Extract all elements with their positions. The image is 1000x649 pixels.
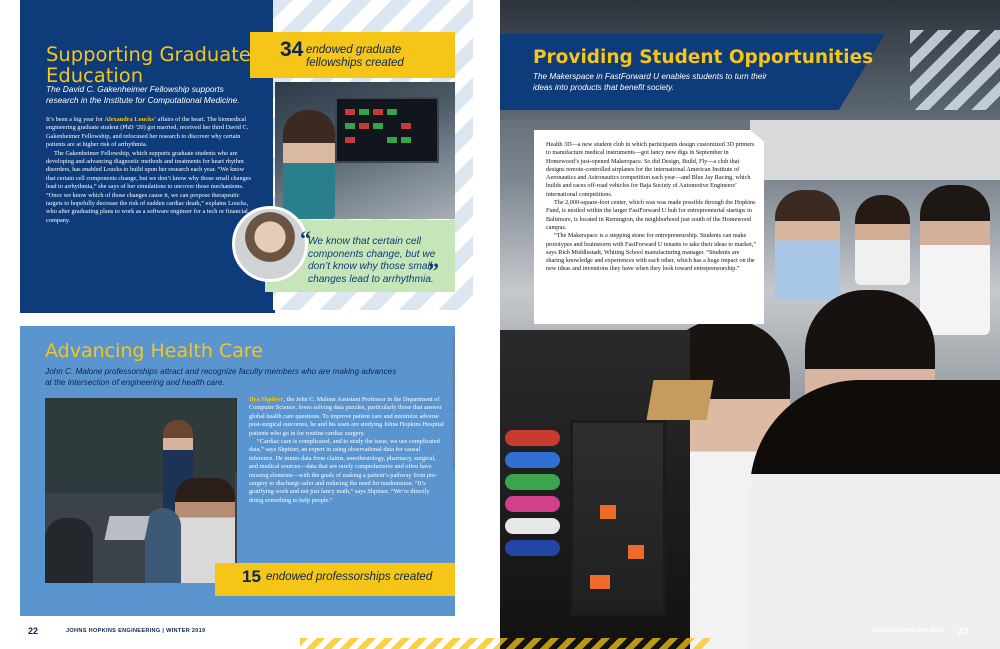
- body-paragraph: “The Makerspace is a stepping stone for entrepreneurship. Students can make prototypes and brainstorm with FastForward U tenants to take their ideas to market,” says Rich Middlestadt, Whiting School manufacturing manager. “Students are sharing knowledge and experiences with each other, which has a huge impact on the new ideas and inventions they have when they look toward entrepreneurship.”: [546, 232, 757, 273]
- student-opportunities-subtitle: The Makerspace in FastForward U enables students to turn their ideas into products that benefit society.: [533, 72, 767, 92]
- pull-quote-text: We know that certain cell components change, but we don’t know why those small changes lead to arrhythmia.: [308, 236, 436, 285]
- body-paragraph: “Cardiac care is complicated, and to study the issue, we use complicated data,” says Shpitser, an expert in using observational data for causal inference. He mines data from claims, anesthesiology, pharmacy, surgical, and medical sources—data that are rarely comprehensive and often have missing elements—with the goals of making a patient’s pathway from pre-surgery to discharge safer and reducing the need for readmission. “It’s gratifying work and not just fancy math,” says Shpitser. “We’re directly doing something to help people.”: [249, 438, 440, 504]
- graduate-education-subtitle: The David C. Gakenheimer Fellowship supports research in the Institute for Computational Medicine.: [46, 84, 240, 105]
- graduate-education-body: [46, 116, 254, 225]
- student-opportunities-body: [546, 141, 758, 274]
- quote-open-icon: “: [300, 226, 311, 251]
- student-name-highlight: Alexandra Loucks’: [104, 116, 157, 123]
- body-paragraph: The Gakenheimer Fellowship, which supports graduate students who are developing and advancing diagnostic methods and treatments for heart rhythm disorders, has enabled Loucks to build upon her research each year. “We know that certain cell components change, but we don’t know why those small changes lead to arrhythmia,” she says of her simulations to uncover those mechanisms. “Once we know which of those changes cause it, we can propose therapeutic targets to hopefully decrease the risk of sudden cardiac death,” explains Loucks, who after graduating plans to work as a software engineer for a tech or financial company.: [46, 149, 252, 224]
- page-number-left: 22: [28, 626, 39, 636]
- footer-website: ENGINEERING.JHU.EDU: [872, 628, 943, 634]
- student-at-computer-photo: [275, 82, 455, 219]
- footer-stripe-decoration: [300, 638, 500, 649]
- health-care-subtitle: John C. Malone professorships attract and recognize faculty members who are making advances at the intersection of engineering and health care.: [45, 367, 397, 387]
- fellowships-callout-text: endowed graduate fellowships created: [306, 44, 404, 69]
- fellowships-count: 34: [280, 38, 304, 61]
- diagonal-stripe-decoration: [910, 30, 1000, 110]
- body-paragraph: Ilya Shpitser, the John C. Malone Assistant Professor in the Department of Computer Science, loves solving data puzzles, particularly those that answer global health care questions. To improve patient care and minimize adverse post-surgical outcomes, he and his team are studying Johns Hopkins Hospital patients who go in for routine cardiac surgery.: [249, 396, 444, 437]
- health-care-body: [249, 396, 445, 505]
- body-paragraph: The 2,000-square-foot center, which was was made possible through the Hopkins Fund, is nestled within the larger FastForward U hub for entrepreneurial startups in Baltimore, is located in Remington, the neighborhood just south of the Homewood campus.: [546, 199, 756, 231]
- quote-close-icon: ”: [428, 258, 439, 283]
- photo-credit: THIS AND OPPOSITE PAGE: WILL KIRK/HOMEWOODPHOTO.JHU.EDU: [452, 334, 456, 470]
- graduate-education-title: Supporting Graduate Education: [46, 43, 251, 87]
- professorships-count: 15: [242, 567, 261, 586]
- body-paragraph: Health 3D—a new student club in which participants design customized 3D printers to manufacture medical instruments—got fancy new digs in September in Homewood’s just-opened Makerspace. So did Design, Build, Fly—a club that designs remote-controlled airplanes for the international American Institute of Aeronautics and Astronautics competition each year—and Blue Jay Racing, which builds and races off-road vehicles for Baja Society of Automotive Engineers’ international competitions.: [546, 141, 755, 198]
- professor-name-highlight: Ilya Shpitser: [249, 396, 284, 403]
- health-care-title: Advancing Health Care: [45, 340, 263, 362]
- classroom-lecture-photo: [45, 398, 237, 583]
- page-number-right: 23: [958, 626, 969, 636]
- footer-publication: JOHNS HOPKINS ENGINEERING | WINTER 2019: [66, 628, 206, 634]
- footer-stripe-decoration: [500, 638, 710, 649]
- student-opportunities-title: Providing Student Opportunities: [533, 47, 874, 68]
- body-paragraph: It’s been a big year for Alexandra Loucks’ affairs of the heart. The biomedical engineering graduate student (PhD ’20) got married, received her third David C. Gakenheimer Fellowship, and refocused her research to discover why certain patients are at higher risk of arrhythmia.: [46, 116, 249, 149]
- professorships-callout-text: endowed professorships created: [266, 571, 433, 583]
